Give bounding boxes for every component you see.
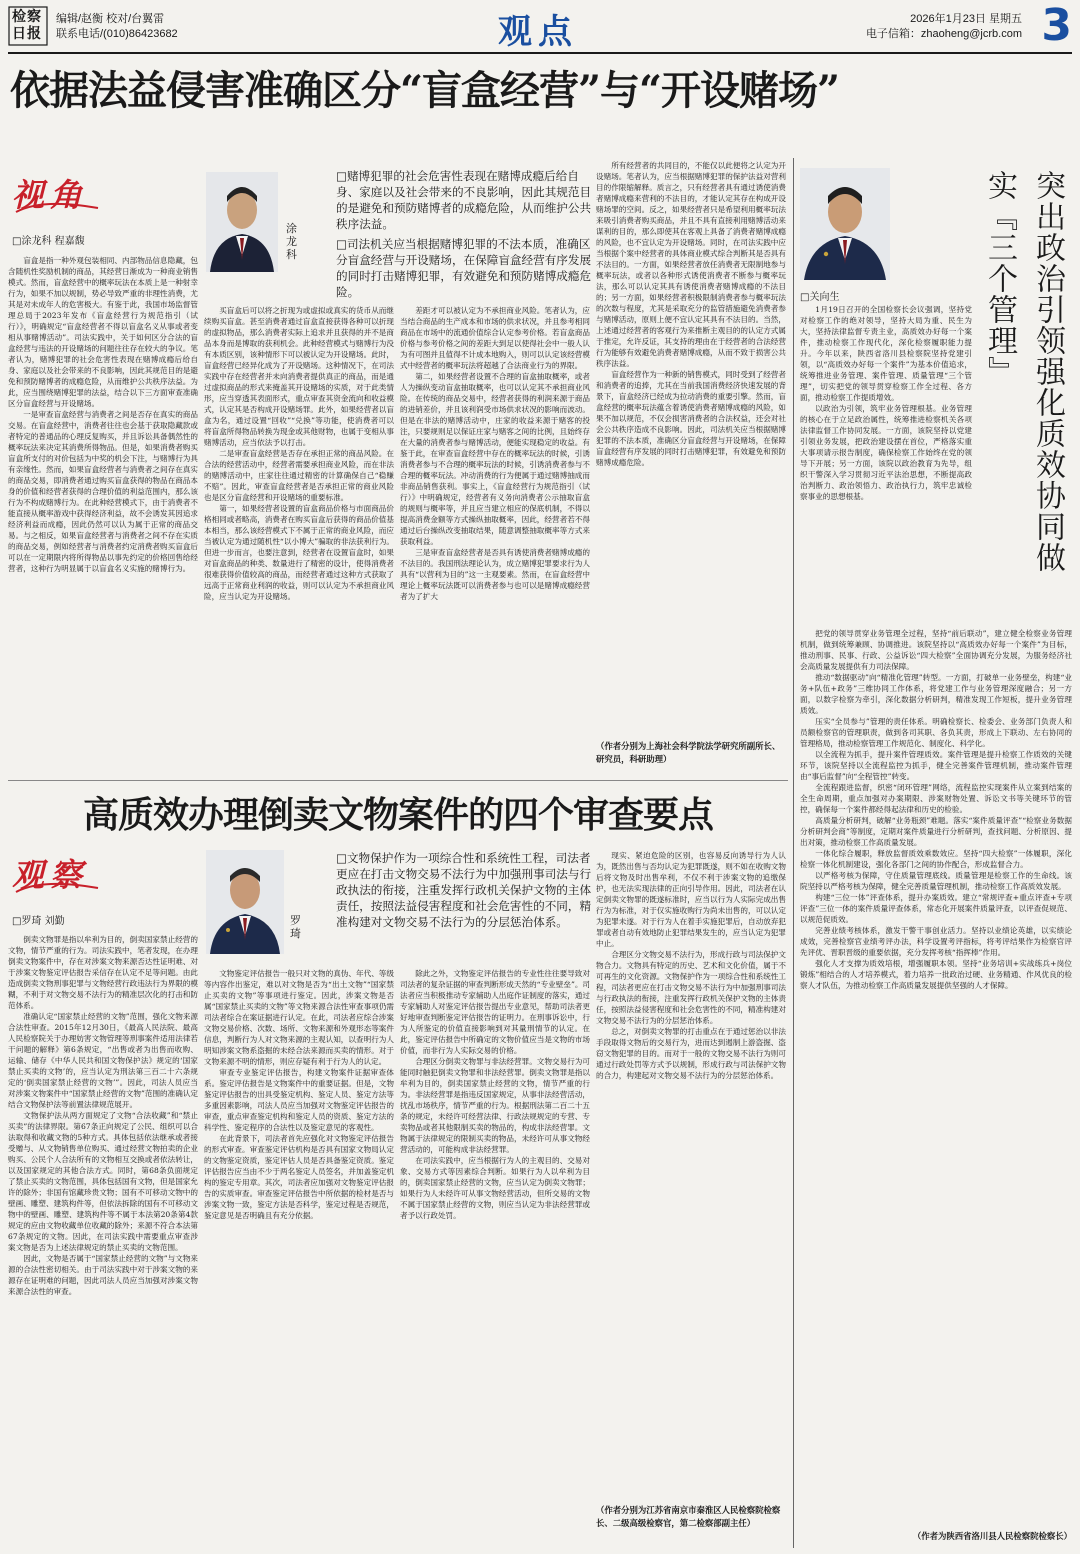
article2-byline: □罗琦 刘勤: [12, 916, 65, 927]
article3-paragraph: 以严格考核为保障，守住质量管理底线。质量管理是检察工作的生命线。该院坚持以严格考核为保障，健全完善质量管理机制，推动检察工作高质效发展。: [800, 871, 1072, 891]
editors-line: 编辑/赵衡 校对/台翼雷: [56, 13, 165, 25]
article3-body-top: [800, 304, 972, 626]
article1-paragraph: 第一，如果经营者设置的盲盒商品价格与市面商品价格相同或者略高，消费者在购买盲盒后获得的商品价值基本相当，那么该经营模式下不属于正常的商业风险，而应当被认定为通过随机性“以小博大”骗取的非法获利行为。但进一步而言，也要注意到，经营者在设置盲盒时，如果对盲盒商品的种类、数量进行了精密的设计，使得消费者很难获得价值较高的商品，而经营者通过这种方式获取了远高于正常商业利润的收益，则可以认定为不承担商业风险，应当认定为开设赌场。: [204, 504, 394, 601]
article2-abstract: [336, 850, 592, 962]
author-photo-luo-qi: [206, 850, 284, 954]
article2-paragraph: 倒卖文物罪是指以牟利为目的，倒卖国家禁止经营的文物，情节严重的行为。司法实践中，笔者发现，在办理倒卖文物案件中，存在对涉案文物来源否达性证明难、对于涉案文物鉴定评估报告采信存在认定不足等问题。由此造成倒卖文物刑事犯罪与文物经营行政违法行为界限的模糊，不利于对文物交易不法行为的精准层次化的打击和防范体系。: [8, 935, 198, 1010]
article1-paragraph: 二是审查盲盒经营是否存在承担正常的商品风险。在合法的经营活动中，经营者需要承担商业风险，而在非法的赌博活动中，庄家往往通过精密的计算确保自己“稳赚不赔”。因此，审查盲盒经营者是否承担正常的商业风险也是区分盲盒经营和开设赌场的重要标准。: [204, 449, 394, 502]
column-badge-shijiao: [12, 168, 102, 218]
article1-paragraph: 三是审查盲盒经营者是否具有诱使消费者赌博成瘾的不法目的。我国刑法理论认为，成立赌博犯罪要求行为人具有“以营利为目的”这一主观要素。然而，在盲盒经营中理论上概率玩法既可以消费者参与也可以是赌博成瘾经营者为了扩大: [400, 548, 590, 601]
article2-abstract-text: □文物保护作为一项综合性和系统性工程，司法者更应在打击文物交易不法行为中加强刑事司法与行政执法的衔接，注重发挥行政机关保护文物的主体责任，按照法益侵害程度和社会危害性的不同，精准构建对文物交易不法行为的分层惩治体系。: [336, 851, 592, 929]
article1-paragraph: 盲盒经营作为一种新的销售模式，同时受到了经营者和消费者的追捧，尤其在当前我国消费经济快速发展的背景下，盲盒经济已经成为拉动消费的重要引擎。然而，盲盒经营的概率玩法蕴含着诱使消费者赌博成瘾的风险，如果不加以规范，不仅会损害消费者的合法权益，还会对社会公共秩序造成不良影响。因此，司法机关应当根据赌博犯罪的不法本质，准确区分盲盒经营与开设赌场，在保障盲盒经营有序发展的同时打击赌博犯罪，有效避免和预防赌博成瘾危险。: [596, 370, 786, 467]
article1-paragraph: 所有经营者的共同目的，不能仅以此便将之认定为开设赌场。笔者认为，应当根据赌博犯罪的保护法益对营利目的作限缩解释。质言之，只有经营者具有通过诱使消费者赌博成瘾来营利的不法目的，才能认定其存在构成开设赌场罪的空间。反之，如果经营者只是希望利用概率玩法来吸引消费者购买商品，并且不具有直接利用赌博活动来谋利的目的，那么即使其在客观上具备了消费者赌博成瘾的风险，也不宜认定为开设赌场。同时，在司法实践中应当根据个案中经营者的具体商业模式综合判断其是否具有不法目的。一方面，如果经营者放任消费者无限制地参与概率玩法，或者以各种形式诱使消费者不断参与概率玩法，那么可以认定其具有诱使消费者赌博成瘾的不法目的；另一方面，如果经营者积极限制消费者参与概率玩法的次数与程度，尤其是采取充分的监管措施避免消费者参与赌博活动，原则上便不宜认定其具有不法目的。当然，上述通过经营者的客观行为来推断主观目的的认定方式属于推定，允许反证，其支持的理由在于经营者的合法经营行为能够有效避免消费者赌博成瘾，从而不致于损害公共秩序法益。: [596, 161, 786, 368]
article3-paragraph: 完善业绩考核体系，激发干警干事创业活力。坚持以业绩论英雄，以实绩论成效，完善检察官业绩考评办法，科学设置考评指标，将考评结果作为检察官评先评优、晋职晋级的重要依据，充分发挥考核“指挥棒”作用。: [800, 926, 1072, 957]
article1-paragraph: 买盲盒后可以将之折现为或虚拟或真实的货币从而继续购买盲盒。甚至消费者通过盲盒直接获得各种可以折现的虚拟物品，那么消费者实际上追求并且获得的并不是商品本身而是博取的获利机会。此种经营模式与赌博行为没有本质区别，该种情形下可以被认定为开设赌场。此时，盲盒经营已经异化成为了开设赌场。这种情况下，在司法实践中存在经营者并未向消费者提供真正的商品，而是通过虚拟商品的形式来掩盖其开设赌场的实质，对于此类情形，应当穿透其表面形式，重点审查其资金流向和收益模式，认定其是否构成开设赌场罪。此外，如果经营者以盲盒为名，通过设置“回收”“兑换”等功能，使消费者可以将盲盒所得物品转换为现金或其他财物，也属于变相从事赌博活动，应当依法予以打击。: [204, 306, 394, 447]
article1-abstract-1: □赌博犯罪的社会危害性表现在赌博成瘾后给自身、家庭以及社会带来的不良影响，因此其规范目的是避免和预防赌博者的成瘾危险，从而维护公共秩序法益。: [336, 169, 592, 231]
article1-headline: 依据法益侵害准确区分“盲盒经营”与“开设赌场”: [10, 67, 840, 114]
article2-paragraph: 在此背景下，司法者首先应强化对文物鉴定评估报告的形式审查。审查鉴定评估机构是否具有国家文物局认定的文物鉴定资质，鉴定评估人员是否具备鉴定资质。鉴定评估报告应当由不少于两名鉴定人员签名，并加盖鉴定机构的鉴定专用章。其次，司法者应加强对文物鉴定评估报告的实质审查。审查鉴定评估报告中所依据的检材是否与涉案文物一致，鉴定方法是否科学，鉴定过程是否规范，鉴定意见是否明确且有充分依据。: [204, 1134, 394, 1220]
article2-headline: 高质效办理倒卖文物案件的四个审查要点: [82, 794, 713, 836]
article3-paragraph: 1月19日召开的全国检察长会议强调，坚持党对检察工作的绝对领导，坚持大局为重、民生为大，坚持法律监督专责主业，高质效办好每一个案件，推动检察工作现代化，深化检察履职能力提升。今年以来，陕西省洛川县检察院坚持党建引领，以“高质效办好每一个案件”为基本价值追求，统筹推进业务管理、案件管理、质量管理“三个管理”，切实把党的领导贯穿检察工作全过程、各方面，推动检察工作提质增效。: [800, 305, 972, 402]
article1-column-1: [8, 255, 198, 780]
article2-paragraph: 总之，对倒卖文物罪的打击重点在于通过惩治以非法手段取得文物后的交易行为，进而达到遏制上游盗掘、盗窃文物犯罪的目的。而对于一般的文物交易不法行为则可通过行政处罚等方式予以规制，形成行政与司法保护文物的合力，构建起对文物交易不法行为的分层惩治体系。: [596, 1027, 786, 1080]
article2-paragraph: 除此之外，文物鉴定评估报告的专业性往往要导致对司法者的复杂证据的审查判断形成天然的“专业壁垒”。司法者应当积极推动专家辅助人出庭作证制度的落实，通过专家辅助人对鉴定评估报告提出专业意见，帮助司法者更好地审查判断鉴定评估报告的证明力。在刑事诉讼中，行为人所鉴定的价值直接影响到对其量刑情节的认定。在此，鉴定评估报告中所确定的文物价值应当是文物的市场价值，而非行为人实际交易的价格。: [400, 969, 590, 1055]
article3-paragraph: 强化人才支撑为质效培根，增强履职本领。坚持“业务培训+实战练兵+岗位锻炼”相结合的人才培养模式，着力培养一批政治过硬、业务精通、作风优良的检察人才队伍，为推动检察工作高质量发展提供坚强的人才保障。: [800, 959, 1072, 990]
article1-column-3: [400, 305, 590, 780]
article2-paragraph: 文物鉴定评估报告一般只对文物的真伪、年代、等级等内容作出鉴定，难以对文物是否为“出土文物”“国家禁止买卖的文物”等事项进行鉴定。因此，涉案文物是否属“国家禁止买卖的文物”等文物来源合法性审查事项仍需司法者综合在案证据进行认定。在此，司法者应综合涉案文物交易价格、次数、场所、文物来源和外观形态等案件信息，判断行为人对文物来源的主观认知，以查明行为人明知涉案文物系盗掘的未经合法来源而买卖的情形。对于文物来源不明的情形，则应存疑有利于行为人的认定。: [204, 969, 394, 1066]
article1-column-4: [596, 160, 786, 740]
column-badge-guancha-text: 观察: [12, 856, 89, 894]
article2-paragraph: 文物保护法从两方面规定了文物“合法收藏”和“禁止买卖”的法律界限。第67条正向规定了公民、组织可以合法取得和收藏文物的5种方式。具体包括依法继承或者接受赠与、从文物销售单位购买、通过经营文物拍卖的企业购买、公民个人合法所有的文物相互交换或者依法转让，以及国家规定的其他合法方式。同时，第68条负面规定了禁止买卖的文物范围，具体包括国有文物，但是国家允许的除外；非国有馆藏珍贵文物；国有不可移动文物中的壁画、雕塑、建筑构件等，但依法拆除的国有不可移动文物中的壁画、雕塑、建筑构件等不属于本法第20条第4款规定的应由文物收藏单位收藏的除外；来源不符合本法第67条规定的文物。因此，在司法实践中需要重点审查涉案文物是否为上述法律规定的禁止买卖的文物范围。: [8, 1111, 198, 1252]
article3-paragraph: 推动“数据驱动”向“精准化管理”转型。一方面，打破单一业务壁垒，构建“业务+队伍+政务”三维协同工作体系，将党建工作与业务管理深度融合；另一方面，以数字检察为牵引，深化数据分析研判，精准发现工作短板，提升业务管理质效。: [800, 673, 1072, 715]
phone-line: 联系电话/(010)86423682: [56, 28, 178, 40]
article3-paragraph: 高质量分析研判，破解“业务瓶颈”难题。落实“案件质量评查”“检察业务数据分析研判会商”等制度，定期对案件质量进行分析研判，查找问题、分析原因、提出对策，推动检察工作高质量发展。: [800, 816, 1072, 847]
article3-paragraph: 压实“全员参与”管理的责任体系。明确检察长、检委会、业务部门负责人和员额检察官的管理职责，做到各司其职、各负其责，形成上下联动、左右协同的管理格局，推动检察管理工作规范化、制度化、科学化。: [800, 717, 1072, 748]
article2-paragraph: 合理区分倒卖文物罪与非法经营罪。文物交易行为可能同时触犯倒卖文物罪和非法经营罪。倒卖文物罪是指以牟利为目的，倒卖国家禁止经营的文物，情节严重的行为。非法经营罪是指违反国家规定，从事非法经营活动，扰乱市场秩序，情节严重的行为。根据刑法第二百二十五条的规定，未经许可经营法律、行政法规规定的专营、专卖物品或者其他限制买卖的物品的，构成非法经营罪。文物属于法律规定的限制买卖的物品，未经许可从事文物经营活动的，可能构成非法经营罪。: [400, 1057, 590, 1154]
article2-paragraph: 在司法实践中，应当根据行为人的主观目的、交易对象、交易方式等因素综合判断。如果行为人以牟利为目的，倒卖国家禁止经营的文物，应当认定为倒卖文物罪；如果行为人未经许可从事文物经营活动，但所交易的文物不属于国家禁止经营的文物，则应当认定为非法经营罪或者予以行政处罚。: [400, 1156, 590, 1220]
author-photo-tu-longke: [206, 172, 278, 272]
article2-paragraph: 审查专业鉴定评估报告，构建文物案件证据审查体系。鉴定评估报告是文物案件中的重要证据。但是，文物鉴定评估报告的出具受鉴定机构、鉴定人员、鉴定方法等多重因素影响，司法人员应当加强对文物鉴定评估报告的审查，重点审查鉴定机构和鉴定人员的资质、鉴定方法的科学性、鉴定程序的合法性以及鉴定意见的客观性。: [204, 1068, 394, 1132]
article3-body: [800, 628, 1072, 1518]
article1-abstract-2: □司法机关应当根据赌博犯罪的不法本质，准确区分盲盒经营与开设赌场，在保障盲盒经营有序发展的同时打击赌博犯罪，有效避免和预防赌博成瘾危险。: [336, 237, 592, 299]
article2-column-4: [596, 850, 786, 1502]
article2-paragraph: 现实、紧迫危险的区别，也容易反向诱导行为人认为，既然出售与否均认定为犯罪既遂，则不如在收购文物后将文物及时出售牟利，不仅不利于涉案文物的追缴保护，也无法实现法律的正向引导作用。因此，司法者在认定倒卖文物罪的既遂标准时，应当以行为人实际完成出售行为为标准，对于仅实施收购行为尚未出售的，可以认定为犯罪未遂。对于行为人在着手实施犯罪后，自动放弃犯罪或者自动有效地防止犯罪结果发生的，应当认定为犯罪中止。: [596, 851, 786, 948]
column-badge-shijiao-text: 视角: [12, 176, 89, 214]
issue-date: 2026年1月23日 星期五: [910, 13, 1022, 25]
article3-byline: □关向生: [800, 292, 840, 303]
article2-column-1: [8, 934, 198, 1546]
article3-paragraph: 以政治为引领，筑牢业务管理根基。业务管理的核心在于立足政治属性，统筹推进检察机关各项法律监督工作协同发展。一方面，该院坚持以党建引领业务发展，把政治建设摆在首位，严格落实重大事项请示报告制度，确保检察工作始终在党的领导下开展；另一方面，该院以政治教育为先导，组织干警深入学习贯彻习近平法治思想，不断提高政治判断力、政治领悟力、政治执行力，筑牢忠诚检察事业的思想根基。: [800, 404, 972, 501]
author-photo-guan-xiangsheng: [800, 168, 890, 280]
article3-paragraph: 构建“三位一体”评查体系，提升办案质效。建立“常规评查+重点评查+专项评查”三位一体的案件质量评查体系，常态化开展案件质量评查，以评查促规范、以规范促质效。: [800, 893, 1072, 924]
article1-paragraph: 一是审查盲盒经营与消费者之间是否存在真实的商品交易。在盲盒经营中，消费者往往也会基于获取隐藏款或者特定的普通品的心理反复购买，并且诉讼具备偶然性的概率玩法来决定其消费所得物品。但是，如果消费者购买盲盒所支付的对价包括为中奖的机会下注，与赌博行为具有亲缘性。然而，如果盲盒经营者与消费者之间存在真实的商品交易，即消费者通过购买盲盒获得的物品在商品本身的价值和经营者获得的合理价值的利益范围内，那么该行为不构成赌博行为。在此种经营模式下，由于消费者不能直接从概率游戏中获得经济利益，故不会诱发其因追求经济利益而成瘾，因此仍然可以认为属于正常的商品交易。与之相反，如果盲盒经营者与消费者之间不存在实质的商品交易，例如经营者与消费者约定消费者购买盲盒后可以在一定期限内将所得物品以事先约定的价格回售给经营者，这种行为明显属于以盲盒名义实施的赌博行为。: [8, 410, 198, 573]
article1-author-note: （作者分别为上海社会科学院法学研究所副所长、研究员，科研助理）: [596, 741, 781, 764]
column-badge-guancha: [12, 848, 102, 898]
masthead-logo: [8, 6, 48, 46]
contact-email: 电子信箱：zhaoheng@jcrb.com: [865, 28, 1022, 40]
article1-byline: □涂龙科 程嘉馥: [12, 236, 85, 247]
article3-paragraph: 以全流程为抓手，提升案件管理质效。案件管理是提升检察工作质效的关键环节，该院坚持以全流程监控为抓手，健全完善案件管理机制，推动案件管理由“事后监督”向“全程管控”转变。: [800, 750, 1072, 781]
article2-paragraph: 准确认定“国家禁止经营的文物”范围，强化文物来源合法性审查。2015年12月30日，《最高人民法院、最高人民检察院关于办理妨害文物管理等刑事案件适用法律若干问题的解释》第6条规定，“出售或者为出售而收购、运输、储存《中华人民共和国文物保护法》规定的‘国家禁止买卖的文物’的，应当认定为刑法第三百二十六条规定的‘倒卖国家禁止经营的文物’”。因此，司法人员应当对涉案文物案件中“国家禁止经营的文物”范围的准确认定结合文物保护法等前置法律规范展开。: [8, 1012, 198, 1109]
article1-column-2: [204, 305, 394, 780]
article2-column-2: [204, 968, 394, 1546]
article1-paragraph: 差距才可以被认定为不承担商业风险。笔者认为，应当结合商品的生产成本和市场的供求状况，并且参考相同商品在市场中的流通价值综合认定参考价格。若盲盒商品价格与参考价格之间的差距大到足以使得社会中一般人认为有可图并且值得不计成本地购入，则可以认定该经营模式中经营者的概率玩法将超越了合法商业行为的界限。: [400, 306, 590, 370]
article2-paragraph: 因此，文物是否属于“国家禁止经营的文物”与文物来源的合法性密切相关。由于司法实践中对于涉案文物的来源存在证明难的问题，因此司法人员应当加强对涉案文物来源合法性的审查。: [8, 1254, 198, 1296]
section-title: [478, 6, 598, 50]
article2-author-note: （作者分别为江苏省南京市秦淮区人民检察院检察长、二级高级检察官，第二检察部副主任）: [596, 1505, 781, 1528]
article3-paragraph: 把党的领导贯穿业务管理全过程，坚持“前后联动”，建立健全检察业务管理机制，做到统筹兼顾、协调推进。该院坚持以“高质效办好每一个案件”为目标，推动刑事、民事、行政、公益诉讼“四大检察”全面协调充分发展，为服务经济社会高质量发展提供有力司法保障。: [800, 629, 1072, 671]
page-number: 3: [1041, 0, 1072, 51]
article3-paragraph: 全流程跟进监督，织密“闭环管理”网络，流程监控实现案件从立案到结案的全生命周期，重点加强对办案期限、涉案财物处置、诉讼文书等关键环节的管控，确保每一个案件都经得起法律和历史的检验。: [800, 783, 1072, 814]
article2-paragraph: 合理区分文物交易不法行为，形成行政与司法保护文物合力。文物具有特定的历史、艺术和文化价值，属于不可再生的文化资源。文物保护作为一项综合性和系统性工程，司法者更应在打击文物交易不法行为中加强刑事司法与行政执法的衔接，注重发挥行政机关保护文物的主体责任，按照法益侵害程度和社会危害性的不同，精准构建对文物交易不法行为的分层惩治体系。: [596, 950, 786, 1025]
article3-author-note: （作者为陕西省洛川县人民检察院检察长）: [912, 1531, 1072, 1541]
section-label: 观点: [498, 11, 578, 52]
author-caption-luo-qi: 罗琦: [290, 914, 301, 940]
article2-column-3: [400, 968, 590, 1546]
logo-text: 检察日报: [12, 9, 42, 42]
author-caption-tu-longke: 涂龙科: [286, 222, 297, 261]
article3-paragraph: 一体化综合履职，释放监督质效乘数效应。坚持“四大检察”一体履职，深化检察一体化机制建设，强化各部门之间的协作配合，形成监督合力。: [800, 849, 1072, 869]
article3-headline: 突出政治引领强化质效协同做实『三个管理』: [982, 170, 1065, 573]
article1-paragraph: 盲盒是指一种外观包装相同、内部物品信息隐藏，包含随机性奖励机制的商品，其经营日渐成为一种商业销售模式。然而，盲盒经营中的概率玩法在本质上是一种射幸行为，如果不加以规制，势必导致严重的非理性消费，尤其是对未成年人的危害极大。有鉴于此，我国市场监督管理总局于2023年发布《盲盒经营行为规范指引（试行）》，明确规定“盲盒经营者不得以盲盒名义从事或者变相从事赌博活动”。司法实践中，关于如何区分合法的盲盒经营与违法的开设赌场的问题往往存在较大的争议。笔者认为，赌博犯罪的社会危害性表现在赌博成瘾后给自身、家庭以及社会带来的不良影响，因此其规范目的是避免和预防赌博者的成瘾危险，从而维护公共秩序法益。为此，应当围绕赌博犯罪的法益，结合以下三方面审查准确区分盲盒经营与开设赌场。: [8, 256, 198, 408]
article1-paragraph: 第二，如果经营者设置不合理的盲盒抽取概率，或者人为操纵变动盲盒抽取概率，也可以认定其不承担商业风险。在传统的商品交易中，经营者获得的利润来源于商品的进销差价，并且该利润受市场供求状况的影响而波动。但是在非法的赌博活动中，庄家的收益来源于赌客的投注，只要规则足以保证庄家与赌客之间的比例，且始终存在大量的消费者参与赌博活动，便能实现稳定的收益。有鉴于此，在审查盲盒经营中存在的概率玩法的时候，引诱消费者参与不合理的概率玩法的时候，引诱消费者参与不合理的概率玩法。冲动消费的行为便属于通过赌博抽成而非商品销售获利。事实上，《盲盒经营行为规范指引（试行）》中明确规定，经营者有义务向消费者公示抽取盲盒的规则与概率等，并且应当建立相应的保底机制，不得以提高消费金额等方式操纵抽取概率，因此，经营者若不得通过后台操纵改变抽取结果，随意调整抽取概率等方式来获取利益。: [400, 372, 590, 546]
